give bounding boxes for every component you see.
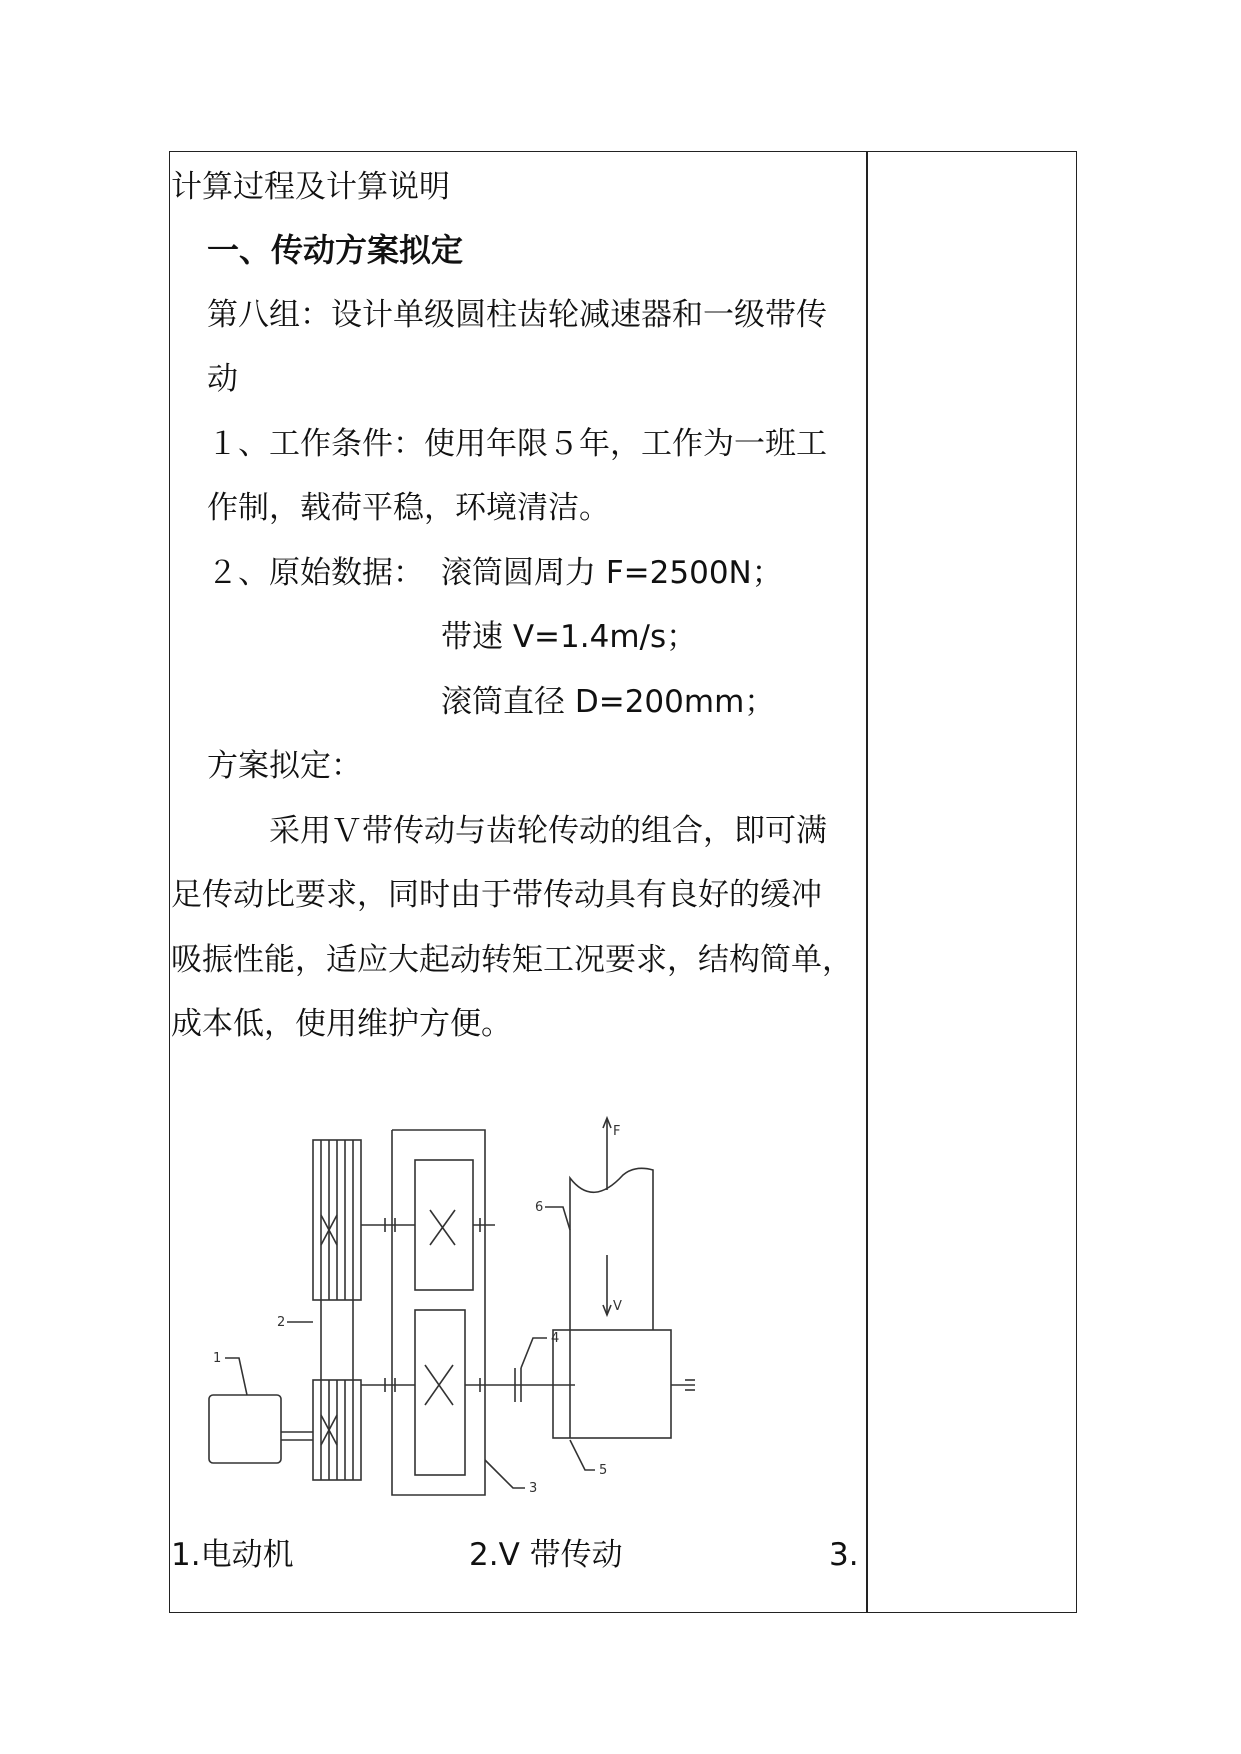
label-4: 4 xyxy=(551,1331,560,1346)
data-force: 滚筒圆周力 F=2500N； xyxy=(441,555,783,591)
transmission-diagram xyxy=(195,1110,715,1510)
caption-v-belt: 2.V 带传动 xyxy=(469,1537,623,1573)
work-line-2: 作制，载荷平稳，环境清洁。 xyxy=(207,490,610,526)
group-line-2: 动 xyxy=(207,361,238,397)
scheme-label: 方案拟定： xyxy=(207,748,362,784)
column-divider xyxy=(866,151,868,1613)
caption-motor: 1.电动机 xyxy=(171,1537,294,1573)
paragraph-line-1: 采用Ｖ带传动与齿轮传动的组合，即可满 xyxy=(269,813,827,849)
label-6: 6 xyxy=(535,1200,544,1215)
data-speed: 带速 V=1.4m/s； xyxy=(441,619,698,655)
label-force: F xyxy=(613,1124,621,1139)
work-line-1: １、工作条件：使用年限５年，工作为一班工 xyxy=(207,426,827,462)
group-line-1: 第八组：设计单级圆柱齿轮减速器和一级带传 xyxy=(207,297,827,333)
cell-header: 计算过程及计算说明 xyxy=(171,169,450,205)
data-label: ２、原始数据： xyxy=(207,555,424,591)
drum-icon xyxy=(553,1168,695,1438)
label-velocity: V xyxy=(613,1299,622,1314)
label-2: 2 xyxy=(277,1315,286,1330)
gearbox-icon xyxy=(361,1130,575,1495)
label-3: 3 xyxy=(529,1481,538,1496)
motor-icon xyxy=(209,1395,281,1463)
belt-drive-icon xyxy=(313,1140,361,1480)
data-diameter: 滚筒直径 D=200mm； xyxy=(441,684,776,720)
paragraph-line-3: 吸振性能，适应大起动转矩工况要求，结构简单， xyxy=(171,942,853,978)
label-5: 5 xyxy=(599,1463,608,1478)
caption-3: 3. xyxy=(829,1537,859,1573)
paragraph-line-4: 成本低，使用维护方便。 xyxy=(171,1006,512,1042)
section-title: 一、传动方案拟定 xyxy=(207,231,464,269)
paragraph-line-2: 足传动比要求，同时由于带传动具有良好的缓冲 xyxy=(171,877,822,913)
label-1: 1 xyxy=(213,1351,222,1366)
